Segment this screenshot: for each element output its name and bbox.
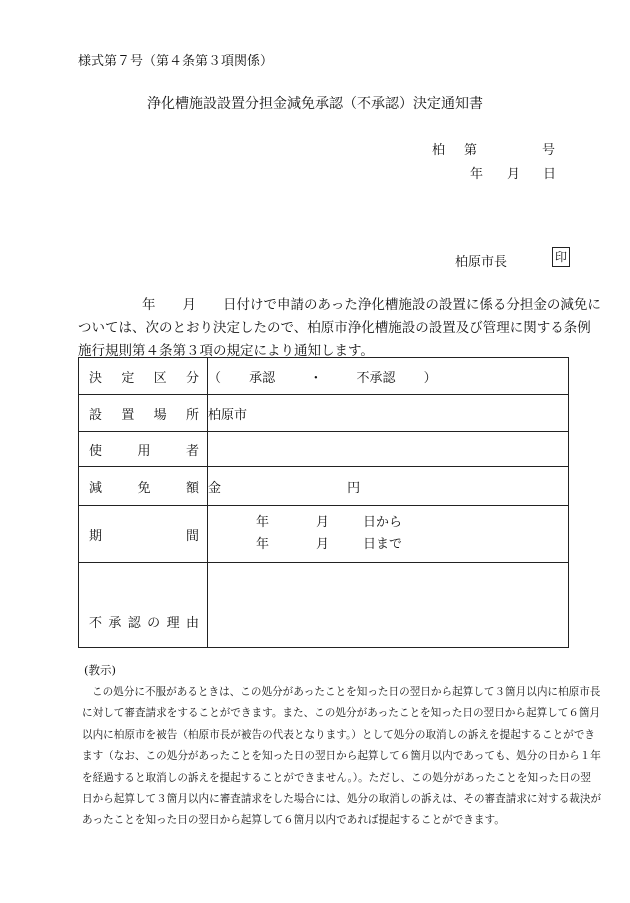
row-location [79, 395, 569, 432]
decision-label [79, 358, 208, 395]
row-user [79, 432, 569, 467]
label-char: 認 [127, 616, 141, 631]
label-char: 承 [108, 616, 122, 631]
label-char: 期 [89, 528, 103, 544]
period-label [79, 506, 208, 563]
label-char: 場 [153, 407, 167, 423]
period-from [208, 512, 568, 534]
label-char: 由 [185, 616, 199, 631]
label-char: 分 [185, 370, 199, 386]
user-label [79, 432, 208, 467]
period-to [208, 534, 568, 556]
from-month: 月 [316, 515, 330, 530]
number-go: 号 [542, 143, 556, 158]
to-year: 年 [256, 537, 270, 552]
issue-year: 年 [470, 167, 484, 182]
label-char: 理 [166, 616, 180, 631]
reason-label [79, 563, 208, 648]
user-value [208, 432, 569, 467]
body-line-3: 施行規則第４条第３項の規定により通知します。 [78, 343, 374, 359]
seal-mark: 印 [552, 247, 570, 267]
label-char: 者 [185, 443, 199, 459]
form-number: 様式第７号（第４条第３項関係） [78, 54, 274, 69]
decision-value [208, 358, 569, 395]
label-char: 決 [89, 370, 103, 386]
issuer-name: 柏原市長 [455, 255, 508, 270]
issue-day: 日 [543, 167, 557, 182]
paren-close: ） [423, 370, 437, 386]
instruction-line-6: 日から起算して３箇月以内に審査請求をした場合には、処分の取消しの訴えは、その審査請求に対する裁決が [82, 793, 602, 806]
instruction-line-2: に対して審査請求をすることができます。また、この処分があったことを知った日の翌日から起算して６箇月 [82, 707, 601, 720]
option-separator: ・ [309, 370, 323, 386]
label-char: 額 [185, 480, 199, 496]
number-dai: 第 [464, 143, 478, 158]
amount-label [79, 467, 208, 506]
label-char: 区 [153, 370, 167, 386]
to-day: 日まで [363, 537, 403, 552]
location-label [79, 395, 208, 432]
instruction-heading: (教示) [84, 663, 116, 677]
instruction-line-1: この処分に不服があるときは、この処分があったことを知った日の翌日から起算して３箇月以内に柏原市長 [92, 686, 601, 698]
reason-value [208, 563, 569, 648]
instruction-body [82, 682, 602, 832]
instruction-line-5: を経過すると取消しの訴えを提起することができません。）。ただし、この処分があったことを知った日の翌 [82, 771, 592, 784]
label-char: 使 [89, 443, 103, 459]
label-char: 置 [121, 407, 135, 423]
label-char: 所 [185, 407, 199, 423]
option-reject: 不承認 [356, 370, 396, 386]
body-line-2: ついては、次のとおり決定したので、柏原市浄化槽施設の設置及び管理に関する条例 [78, 320, 591, 336]
to-month: 月 [316, 537, 330, 552]
instruction-line-7: あったことを知った日の翌日から起算して６箇月以内であれば提起することができます。 [82, 814, 505, 827]
label-char: 不 [89, 616, 103, 631]
body-line-1: 年 月 日付けで申請のあった浄化槽施設の設置に係る分担金の減免に [142, 297, 601, 313]
amount-value [208, 467, 569, 506]
location-value: 柏原市 [208, 395, 569, 432]
from-year: 年 [256, 515, 270, 530]
row-period [79, 506, 569, 563]
label-char: 減 [89, 480, 103, 496]
decision-table [78, 357, 569, 648]
label-char: 定 [121, 370, 135, 386]
label-char: 設 [89, 407, 103, 423]
document-title: 浄化槽施設設置分担金減免承認（不承認）決定通知書 [147, 96, 483, 112]
from-day: 日から [363, 515, 403, 530]
paren-open: （ [208, 370, 222, 386]
label-char: 用 [137, 443, 151, 459]
amount-unit: 円 [347, 480, 361, 496]
label-char: の [147, 616, 161, 631]
option-approve: 承認 [249, 370, 276, 386]
period-value [208, 506, 569, 563]
row-decision [79, 358, 569, 395]
amount-prefix: 金 [208, 480, 222, 496]
instruction-line-4: ます（なお、この処分があったことを知った日の翌日から起算して６箇月以内であっても、処分の日から１年 [82, 750, 601, 763]
row-reason [79, 563, 569, 648]
number-prefix: 柏 [432, 143, 446, 158]
label-char: 免 [137, 480, 151, 496]
label-char: 間 [185, 528, 199, 544]
issue-month: 月 [507, 167, 521, 182]
notice-body [78, 294, 601, 363]
instruction-line-3: 以内に柏原市を被告（柏原市長が被告の代表となります。）として処分の取消しの訴えを提起することができ [82, 728, 595, 741]
row-amount [79, 467, 569, 506]
